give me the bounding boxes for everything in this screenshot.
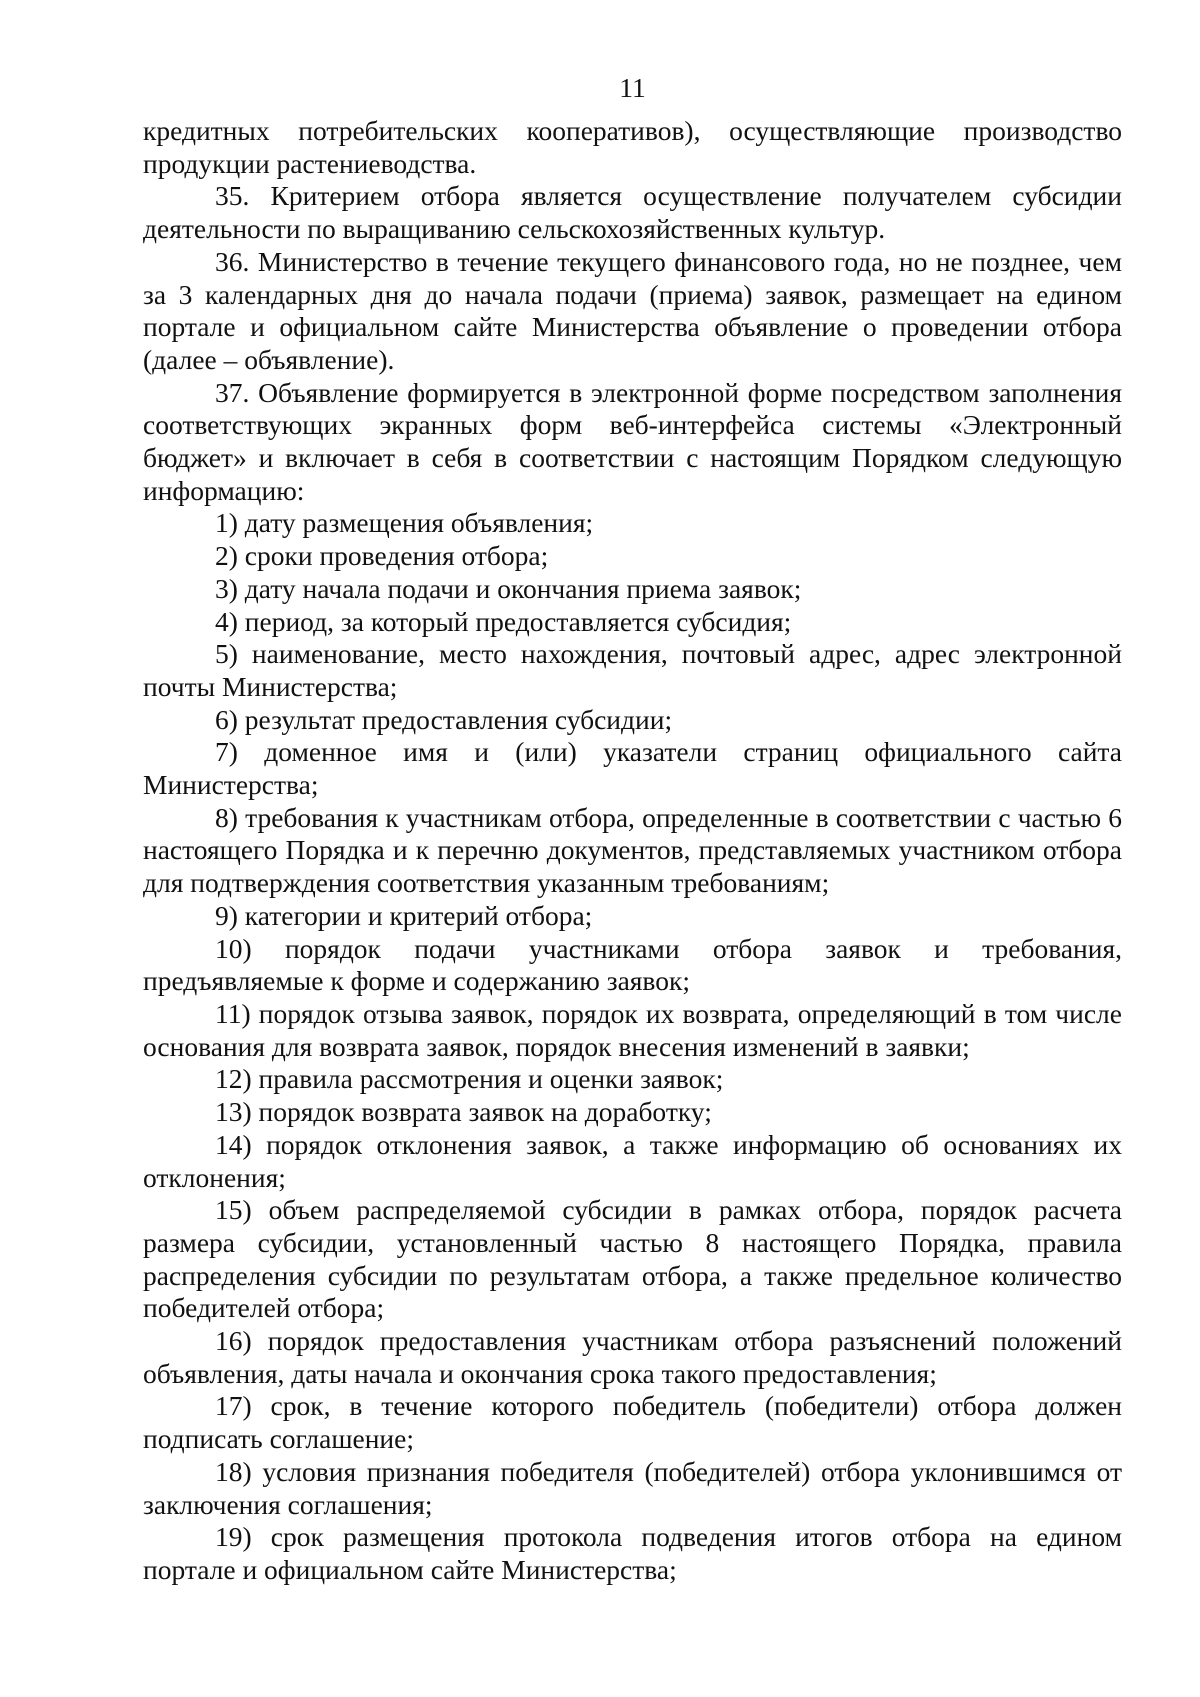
- paragraph: 4) период, за который предоставляется субсидия;: [215, 605, 792, 637]
- paragraph: 3) дату начала подачи и окончания приема заявок;: [215, 572, 802, 604]
- paragraph: 7) доменное имя и (или) указатели страниц официального сайта Министерства;: [143, 736, 1122, 801]
- paragraph: 17) срок, в течение которого победитель (победители) отбора должен подписать соглашение;: [143, 1390, 1122, 1455]
- paragraph: 5) наименование, место нахождения, почтовый адрес, адрес электронной почты Министерства;: [143, 638, 1122, 702]
- paragraph: 15) объем распределяемой субсидии в рамках отбора, порядок расчета размера субсидии, установленный частью 8 настоящего Порядка, правила распределения субсидии по результатам отбора, а также предельное количество победителей отбора;: [143, 1194, 1122, 1324]
- paragraph: 18) условия признания победителя (победителей) отбора уклонившимся от заключения соглашения;: [143, 1455, 1122, 1520]
- paragraph: 10) порядок подачи участниками отбора заявок и требования, предъявляемые к форме и содержанию заявок;: [143, 932, 1122, 997]
- paragraph: 8) требования к участникам отбора, определенные в соответствии с частью 6 настоящего Порядка и к перечню документов, представляемых участником отбора для подтверждения соответствия указанным требованиям;: [143, 801, 1122, 899]
- paragraph: 16) порядок предоставления участникам отбора разъяснений положений объявления, даты начала и окончания срока такого предоставления;: [143, 1325, 1122, 1389]
- paragraph: 1) дату размещения объявления;: [215, 507, 594, 539]
- paragraph: 6) результат предоставления субсидии;: [215, 703, 673, 735]
- paragraph: 2) сроки проведения отбора;: [215, 540, 549, 572]
- document-body: [143, 115, 1122, 1587]
- paragraph: 12) правила рассмотрения и оценки заявок;: [215, 1063, 724, 1095]
- paragraph: 19) срок размещения протокола подведения итогов отбора на едином портале и официальном сайте Министерства;: [143, 1521, 1122, 1585]
- paragraph: 37. Объявление формируется в электронной форме посредством заполнения соответствующих экранных форм веб-интерфейса системы «Электронный бюджет» и включает в себя в соответствии с настоящим Порядком следующую информацию:: [143, 376, 1122, 506]
- paragraph: кредитных потребительских кооперативов), осуществляющие производство продукции растениеводства.: [143, 115, 1122, 179]
- paragraph: 14) порядок отклонения заявок, а также информацию об основаниях их отклонения;: [143, 1128, 1122, 1193]
- page-number: 11: [619, 72, 646, 103]
- paragraph: 35. Критерием отбора является осуществление получателем субсидии деятельности по выращиванию сельскохозяйственных культур.: [143, 180, 1122, 245]
- paragraph: 11) порядок отзыва заявок, порядок их возврата, определяющий в том числе основания для возврата заявок, порядок внесения изменений в заявки;: [143, 997, 1122, 1062]
- paragraph: 13) порядок возврата заявок на доработку;: [215, 1096, 712, 1128]
- paragraph: 36. Министерство в течение текущего финансового года, но не позднее, чем за 3 календарных дня до начала подачи (приема) заявок, размещает на едином портале и официальном сайте Министерства объявление о проведении отбора (далее – объявление).: [143, 245, 1122, 375]
- paragraph: 9) категории и критерий отбора;: [215, 899, 593, 931]
